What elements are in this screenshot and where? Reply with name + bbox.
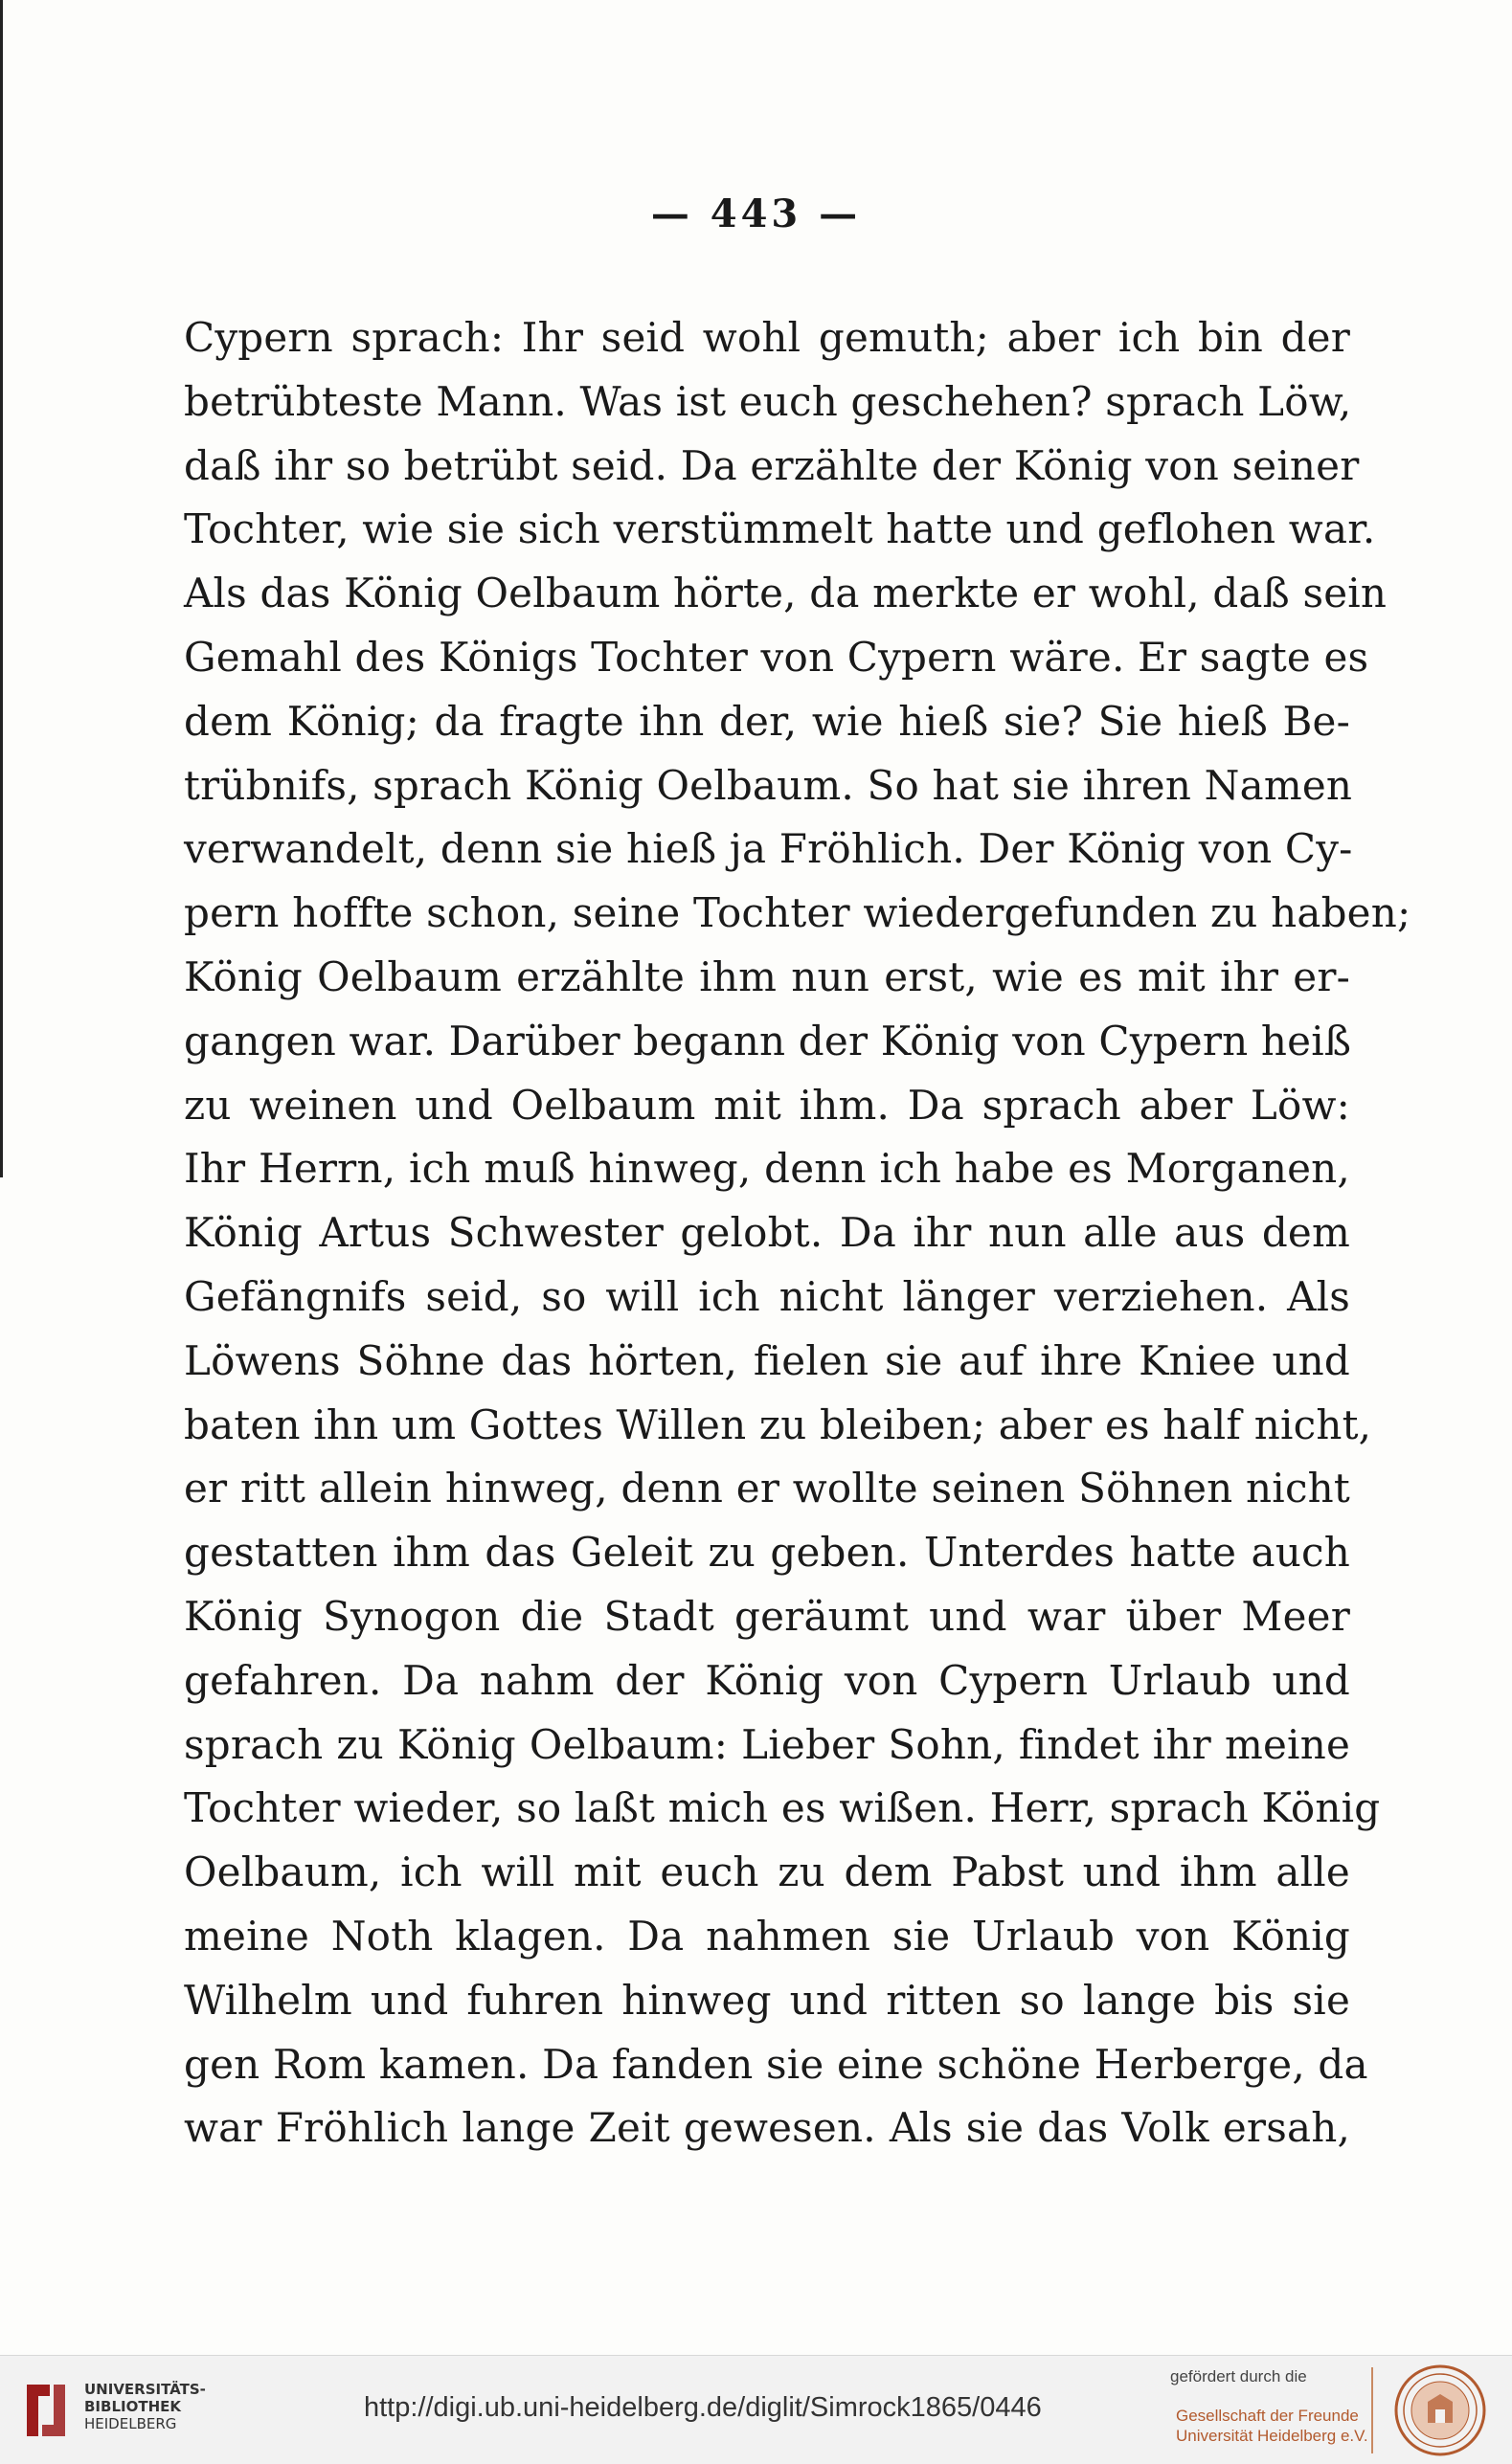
page-edge-shadow [0,0,3,1177]
text-line: Tochter, wie sie sich verstümmelt hatte und geflohen war. [184,505,1376,553]
university-seal-icon [1393,2363,1487,2457]
text-line: Als das König Oelbaum hörte, da merkte er wohl, daß sein [184,570,1388,617]
text-line: Tochter wieder, so laßt mich es wißen. Herr, sprach König [184,1784,1381,1832]
text-line: trübnifs, sprach König Oelbaum. So hat sie ihren Namen [184,761,1353,809]
text-line: gefahren. Da nahm der König von Cypern Urlaub und [184,1656,1350,1704]
funded-by-label: gefördert durch die [1170,2367,1307,2386]
library-name-line: UNIVERSITÄTS- [84,2381,206,2398]
text-line: Gefängnifs seid, so will ich nicht länger verziehen. Als [184,1272,1350,1320]
text-line: daß ihr so betrübt seid. Da erzählte der König von seiner [184,441,1360,489]
text-line: gangen war. Darüber begann der König von Cypern heiß [184,1017,1352,1064]
society-name [1176,2406,1368,2446]
library-name-line: HEIDELBERG [84,2415,177,2432]
text-line: König Oelbaum erzählte ihm nun erst, wie es mit ihr er- [184,952,1350,1000]
text-line: baten ihn um Gottes Willen zu bleiben; aber es half nicht, [184,1400,1372,1448]
footer-bar [0,2355,1512,2464]
library-name-line: BIBLIOTHEK [84,2398,181,2415]
text-line: König Artus Schwester gelobt. Da ihr nun alle aus dem [184,1209,1350,1257]
text-line: er ritt allein hinweg, denn er wollte seinen Söhnen nicht [184,1465,1350,1512]
text-line: Ihr Herrn, ich muß hinweg, denn ich habe es Morganen, [184,1145,1350,1193]
text-line: verwandelt, denn sie hieß ja Fröhlich. Der König von Cy- [184,825,1353,873]
society-name-line: Gesellschaft der Freunde [1176,2407,1359,2425]
text-line: meine Noth klagen. Da nahmen sie Urlaub von König [184,1912,1350,1960]
text-line: war Fröhlich lange Zeit gewesen. Als sie das Volk ersah, [184,2104,1350,2152]
society-name-line: Universität Heidelberg e.V. [1176,2427,1368,2445]
page-number: — 443 — [650,191,862,236]
library-logo-icon [21,2377,71,2444]
text-line: betrübteste Mann. Was ist euch geschehen? sprach Löw, [184,377,1352,425]
text-line: gestatten ihm das Geleit zu geben. Unterdes hatte auch [184,1529,1350,1577]
text-line: Löwens Söhne das hörten, fielen sie auf ihre Kniee und [184,1336,1350,1384]
text-line: zu weinen und Oelbaum mit ihm. Da sprach aber Löw: [184,1081,1350,1129]
library-name [84,2381,206,2432]
permalink-url[interactable]: http://digi.ub.uni-heidelberg.de/diglit/Simrock1865/0446 [364,2392,1042,2423]
footer-divider [1371,2367,1373,2453]
text-body [184,306,1411,2161]
text-line: König Synogon die Stadt geräumt und war über Meer [184,1592,1350,1640]
text-line: Oelbaum, ich will mit euch zu dem Pabst und ihm alle [184,1848,1350,1896]
text-line: gen Rom kamen. Da fanden sie eine schöne Herberge, da [184,2040,1368,2088]
text-line: Wilhelm und fuhren hinweg und ritten so lange bis sie [184,1976,1350,2024]
text-line: Gemahl des Königs Tochter von Cypern wäre. Er sagte es [184,633,1369,681]
text-line: dem König; da fragte ihn der, wie hieß sie? Sie hieß Be- [184,697,1350,745]
text-line: sprach zu König Oelbaum: Lieber Sohn, findet ihr meine [184,1720,1350,1768]
text-line: pern hoffte schon, seine Tochter wiedergefunden zu haben; [184,889,1411,937]
text-line: Cypern sprach: Ihr seid wohl gemuth; aber ich bin der [184,314,1350,361]
